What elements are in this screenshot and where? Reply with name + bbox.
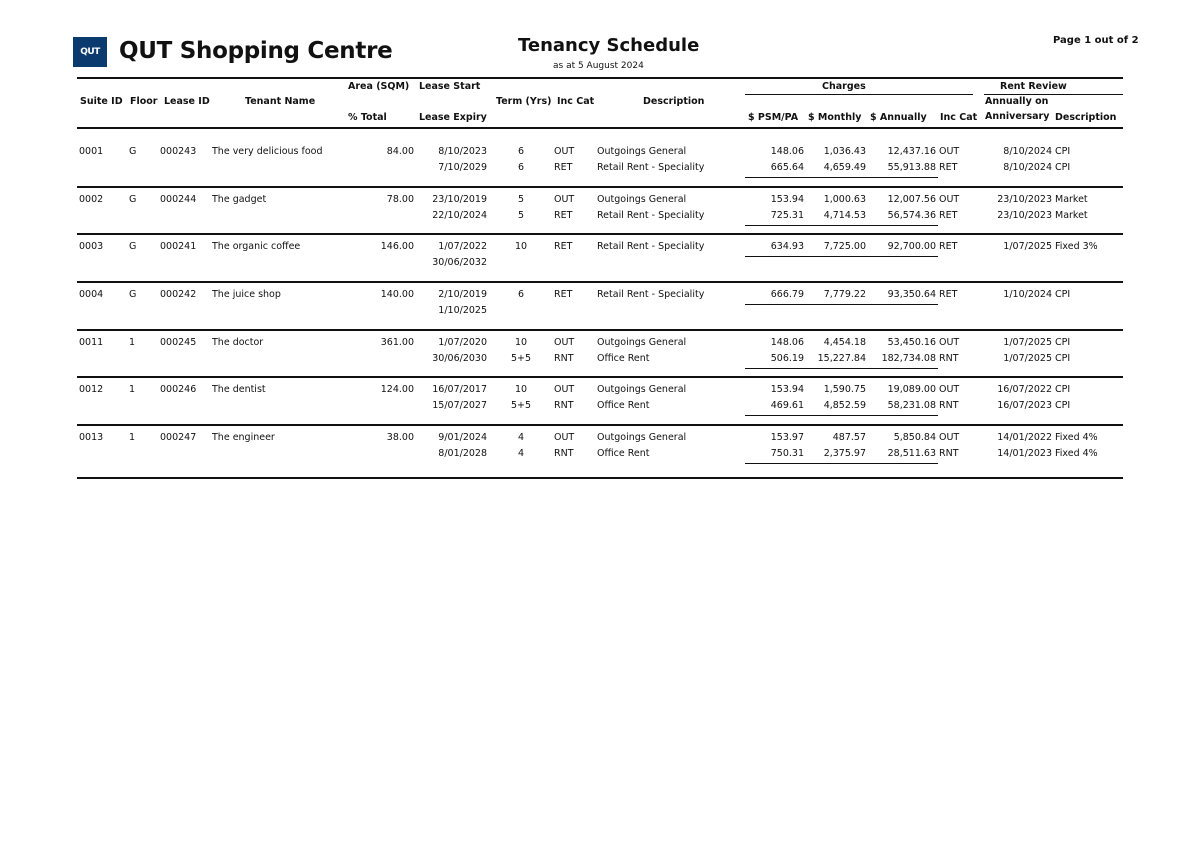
- charge-inc-cat: RET: [939, 162, 958, 173]
- row-separator: [77, 376, 1123, 378]
- suite-id: 0013: [79, 432, 104, 443]
- monthly: 1,590.75: [823, 384, 866, 395]
- lease-expiry: 1/10/2025: [438, 305, 487, 316]
- col-anniversary: Anniversary: [985, 111, 1050, 122]
- charge-description: Office Rent: [597, 448, 650, 459]
- monthly: 2,375.97: [823, 448, 866, 459]
- review-date: 23/10/2023: [997, 210, 1052, 221]
- review-date: 23/10/2023: [997, 194, 1052, 205]
- tenant-name: The very delicious food: [212, 146, 323, 157]
- charge-description: Outgoings General: [597, 194, 687, 205]
- psm-pa: 666.79: [770, 289, 804, 300]
- col-area: Area (SQM): [348, 81, 410, 92]
- row-separator: [77, 233, 1123, 235]
- psm-pa: 153.94: [770, 194, 804, 205]
- lease-id: 000244: [160, 194, 197, 205]
- col-suite-id: Suite ID: [80, 96, 123, 107]
- review-date: 1/07/2025: [1003, 353, 1052, 364]
- term-years: 10: [514, 384, 528, 395]
- tenant-name: The juice shop: [212, 289, 281, 300]
- annually: 93,350.64: [887, 289, 936, 300]
- lease-start: 23/10/2019: [432, 194, 487, 205]
- term-years: 10: [514, 337, 528, 348]
- suite-id: 0011: [79, 337, 104, 348]
- area-sqm: 140.00: [380, 289, 414, 300]
- charge-description: Outgoings General: [597, 384, 687, 395]
- monthly: 15,227.84: [817, 353, 866, 364]
- col-lease-start: Lease Start: [419, 81, 481, 92]
- review-description: Fixed 4%: [1055, 448, 1098, 459]
- tenant-name: The doctor: [212, 337, 264, 348]
- review-date: 14/01/2023: [997, 448, 1052, 459]
- col-annually: $ Annually: [870, 112, 927, 123]
- lease-start: 1/07/2022: [438, 241, 487, 252]
- psm-pa: 725.31: [770, 210, 804, 221]
- monthly: 487.57: [832, 432, 866, 443]
- review-description: Market: [1055, 210, 1088, 221]
- inc-cat: RET: [554, 289, 573, 300]
- inc-cat: RET: [554, 241, 573, 252]
- psm-pa: 506.19: [770, 353, 804, 364]
- charge-inc-cat: OUT: [939, 384, 960, 395]
- floor: 1: [129, 432, 136, 443]
- annually: 182,734.08: [881, 353, 936, 364]
- annually: 12,437.16: [887, 146, 936, 157]
- floor: G: [129, 289, 137, 300]
- lease-start: 1/07/2020: [438, 337, 487, 348]
- term-years: 6: [517, 289, 525, 300]
- monthly: 7,725.00: [823, 241, 866, 252]
- area-sqm: 78.00: [386, 194, 414, 205]
- col-description: Description: [643, 96, 705, 107]
- lease-id: 000242: [160, 289, 197, 300]
- header-top-rule: [77, 77, 1123, 79]
- floor: G: [129, 241, 137, 252]
- area-sqm: 361.00: [380, 337, 414, 348]
- charges-group-rule: [745, 94, 973, 95]
- charges-total-underline: [745, 177, 938, 178]
- lease-id: 000247: [160, 432, 197, 443]
- annually: 53,450.16: [887, 337, 936, 348]
- review-description: CPI: [1055, 146, 1071, 157]
- row-separator: [77, 424, 1123, 426]
- inc-cat: RET: [554, 162, 573, 173]
- area-sqm: 124.00: [380, 384, 414, 395]
- charges-group-header: Charges: [822, 81, 866, 92]
- qut-logo: QUT: [73, 37, 107, 67]
- col-lease-id: Lease ID: [164, 96, 210, 107]
- charge-inc-cat: RNT: [939, 400, 959, 411]
- review-date: 8/10/2024: [1003, 162, 1052, 173]
- suite-id: 0001: [79, 146, 104, 157]
- lease-id: 000245: [160, 337, 197, 348]
- charge-description: Retail Rent - Speciality: [597, 241, 705, 252]
- inc-cat: RNT: [554, 353, 574, 364]
- lease-start: 8/10/2023: [438, 146, 487, 157]
- charge-description: Retail Rent - Speciality: [597, 210, 705, 221]
- lease-expiry: 15/07/2027: [432, 400, 487, 411]
- inc-cat: OUT: [554, 337, 575, 348]
- charge-inc-cat: OUT: [939, 146, 960, 157]
- tenant-name: The gadget: [212, 194, 267, 205]
- review-description: Fixed 4%: [1055, 432, 1098, 443]
- monthly: 4,852.59: [823, 400, 866, 411]
- annually: 55,913.88: [887, 162, 936, 173]
- review-description: Fixed 3%: [1055, 241, 1098, 252]
- inc-cat: OUT: [554, 194, 575, 205]
- lease-expiry: 8/01/2028: [438, 448, 487, 459]
- charge-description: Retail Rent - Speciality: [597, 289, 705, 300]
- col-lease-expiry: Lease Expiry: [419, 112, 487, 123]
- charges-total-underline: [745, 415, 938, 416]
- annually: 12,007.56: [887, 194, 936, 205]
- charge-inc-cat: RET: [939, 289, 958, 300]
- col-tenant-name: Tenant Name: [245, 96, 316, 107]
- annually: 92,700.00: [887, 241, 936, 252]
- psm-pa: 153.94: [770, 384, 804, 395]
- inc-cat: OUT: [554, 384, 575, 395]
- review-description: CPI: [1055, 400, 1071, 411]
- charges-total-underline: [745, 368, 938, 369]
- charge-inc-cat: RET: [939, 241, 958, 252]
- review-date: 8/10/2024: [1003, 146, 1052, 157]
- charge-description: Outgoings General: [597, 146, 687, 157]
- charges-total-underline: [745, 304, 938, 305]
- term-years: 10: [514, 241, 528, 252]
- term-years: 5+5: [510, 353, 532, 364]
- charge-inc-cat: RNT: [939, 353, 959, 364]
- psm-pa: 469.61: [770, 400, 804, 411]
- area-sqm: 38.00: [386, 432, 414, 443]
- annually: 56,574.36: [887, 210, 936, 221]
- annually: 19,089.00: [887, 384, 936, 395]
- suite-id: 0004: [79, 289, 104, 300]
- review-date: 14/01/2022: [997, 432, 1052, 443]
- rent-review-group-rule: [984, 94, 1123, 95]
- row-separator: [77, 329, 1123, 331]
- page-number: Page 1 out of 2: [1053, 35, 1139, 46]
- lease-expiry: 7/10/2029: [438, 162, 487, 173]
- lease-start: 2/10/2019: [438, 289, 487, 300]
- suite-id: 0012: [79, 384, 104, 395]
- col-review-description: Description: [1055, 112, 1117, 123]
- monthly: 4,454.18: [823, 337, 866, 348]
- term-years: 5: [517, 194, 525, 205]
- charge-inc-cat: OUT: [939, 194, 960, 205]
- charge-description: Outgoings General: [597, 337, 687, 348]
- document-title: Tenancy Schedule: [518, 35, 700, 56]
- lease-id: 000246: [160, 384, 197, 395]
- review-description: Market: [1055, 194, 1088, 205]
- row-separator: [77, 281, 1123, 283]
- col-monthly: $ Monthly: [808, 112, 862, 123]
- inc-cat: RET: [554, 210, 573, 221]
- term-years: 4: [517, 448, 525, 459]
- col-floor: Floor: [130, 96, 158, 107]
- floor: G: [129, 194, 137, 205]
- lease-expiry: 22/10/2024: [432, 210, 487, 221]
- charge-description: Retail Rent - Speciality: [597, 162, 705, 173]
- document-subtitle: as at 5 August 2024: [553, 61, 644, 71]
- charge-inc-cat: OUT: [939, 337, 960, 348]
- review-date: 16/07/2022: [997, 384, 1052, 395]
- review-description: CPI: [1055, 289, 1071, 300]
- charge-description: Office Rent: [597, 400, 650, 411]
- review-description: CPI: [1055, 353, 1071, 364]
- header-bottom-rule: [77, 127, 1123, 129]
- psm-pa: 665.64: [770, 162, 804, 173]
- row-separator: [77, 477, 1123, 479]
- rent-review-group-header: Rent Review: [1000, 81, 1067, 92]
- annually: 5,850.84: [893, 432, 936, 443]
- col-charges-inc-cat: Inc Cat: [940, 112, 978, 123]
- review-date: 1/10/2024: [1003, 289, 1052, 300]
- monthly: 1,036.43: [823, 146, 866, 157]
- term-years: 5+5: [510, 400, 532, 411]
- review-description: CPI: [1055, 162, 1071, 173]
- review-date: 1/07/2025: [1003, 241, 1052, 252]
- inc-cat: RNT: [554, 448, 574, 459]
- lease-id: 000241: [160, 241, 197, 252]
- monthly: 7,779.22: [823, 289, 866, 300]
- charge-description: Outgoings General: [597, 432, 687, 443]
- psm-pa: 148.06: [770, 146, 804, 157]
- review-date: 1/07/2025: [1003, 337, 1052, 348]
- annually: 28,511.63: [887, 448, 936, 459]
- col-annually-on: Annually on: [985, 96, 1049, 107]
- tenant-name: The organic coffee: [212, 241, 301, 252]
- lease-id: 000243: [160, 146, 197, 157]
- tenant-name: The dentist: [212, 384, 266, 395]
- charge-description: Office Rent: [597, 353, 650, 364]
- term-years: 6: [517, 146, 525, 157]
- col-term: Term (Yrs): [496, 96, 552, 107]
- lease-expiry: 30/06/2032: [432, 257, 487, 268]
- inc-cat: RNT: [554, 400, 574, 411]
- lease-start: 9/01/2024: [438, 432, 487, 443]
- centre-name: QUT Shopping Centre: [119, 38, 393, 64]
- charges-total-underline: [745, 256, 938, 257]
- charge-inc-cat: RNT: [939, 448, 959, 459]
- lease-expiry: 30/06/2030: [432, 353, 487, 364]
- charge-inc-cat: OUT: [939, 432, 960, 443]
- review-description: CPI: [1055, 384, 1071, 395]
- area-sqm: 84.00: [386, 146, 414, 157]
- annually: 58,231.08: [887, 400, 936, 411]
- col-inc-cat: Inc Cat: [557, 96, 595, 107]
- monthly: 4,659.49: [823, 162, 866, 173]
- term-years: 5: [517, 210, 525, 221]
- row-separator: [77, 186, 1123, 188]
- charges-total-underline: [745, 225, 938, 226]
- col-pct-total: % Total: [348, 112, 387, 123]
- psm-pa: 153.97: [770, 432, 804, 443]
- psm-pa: 750.31: [770, 448, 804, 459]
- monthly: 4,714.53: [823, 210, 866, 221]
- term-years: 6: [517, 162, 525, 173]
- psm-pa: 634.93: [770, 241, 804, 252]
- suite-id: 0003: [79, 241, 104, 252]
- term-years: 4: [517, 432, 525, 443]
- review-description: CPI: [1055, 337, 1071, 348]
- review-date: 16/07/2023: [997, 400, 1052, 411]
- col-psm: $ PSM/PA: [748, 112, 799, 123]
- area-sqm: 146.00: [380, 241, 414, 252]
- inc-cat: OUT: [554, 146, 575, 157]
- suite-id: 0002: [79, 194, 104, 205]
- lease-start: 16/07/2017: [432, 384, 487, 395]
- floor: 1: [129, 337, 136, 348]
- tenant-name: The engineer: [212, 432, 275, 443]
- charge-inc-cat: RET: [939, 210, 958, 221]
- floor: 1: [129, 384, 136, 395]
- psm-pa: 148.06: [770, 337, 804, 348]
- floor: G: [129, 146, 137, 157]
- monthly: 1,000.63: [823, 194, 866, 205]
- charges-total-underline: [745, 463, 938, 464]
- inc-cat: OUT: [554, 432, 575, 443]
